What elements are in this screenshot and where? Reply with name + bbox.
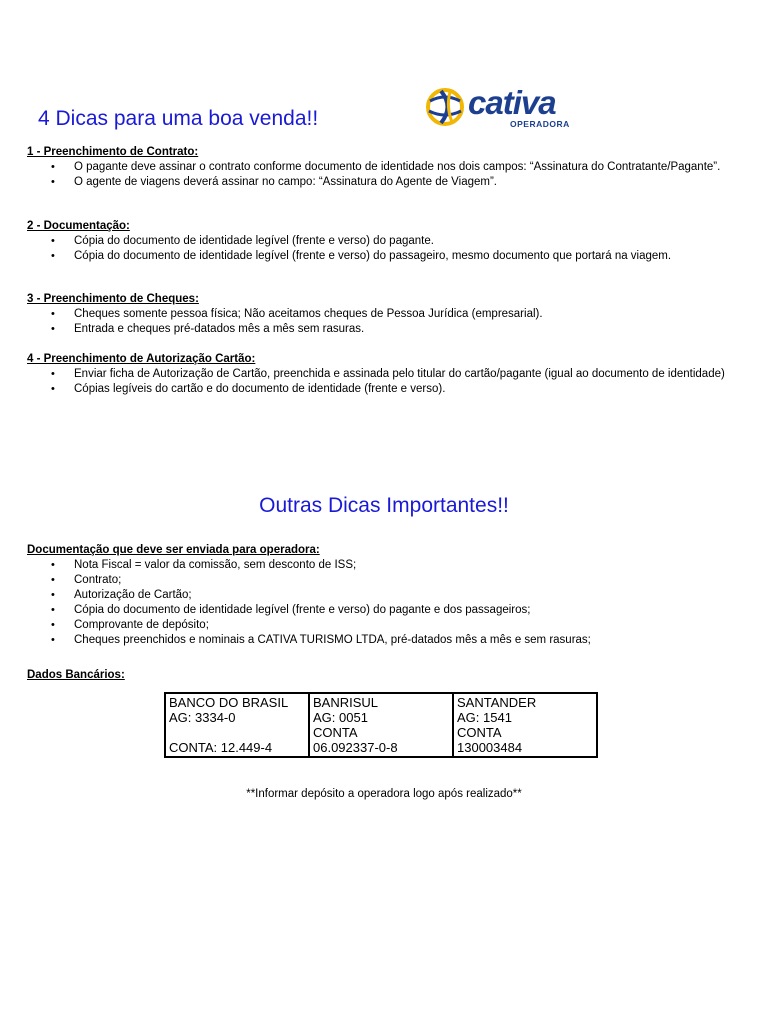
- tip-cheques: [27, 292, 747, 337]
- bank-cell-santander: [453, 693, 597, 757]
- bank-agency: AG: 0051: [313, 710, 368, 725]
- documents-heading: Documentação que deve ser enviada para operadora:: [27, 544, 320, 556]
- bank-agency: AG: 3334-0: [169, 710, 236, 725]
- other-tips-title: Outras Dicas Importantes!!: [259, 494, 509, 517]
- operator-documents: [27, 543, 747, 648]
- bank-account-label: CONTA: [313, 725, 358, 740]
- tip-card-authorization: [27, 352, 747, 397]
- logo-subtext: OPERADORA: [510, 119, 570, 129]
- list-item: • O pagante deve assinar o contrato conforme documento de identidade nos dois campos: “Assinatura do Contratante/Pagante”.: [27, 160, 747, 175]
- bank-table: [164, 692, 598, 758]
- tip-documentation: [27, 219, 747, 264]
- page-title: 4 Dicas para uma boa venda!!: [38, 107, 319, 130]
- deposit-footnote: **Informar depósito a operadora logo após realizado**: [246, 788, 522, 800]
- list-item: • O agente de viagens deverá assinar no campo: “Assinatura do Agente de Viagem”.: [27, 175, 747, 190]
- bank-cell-banrisul: [309, 693, 453, 757]
- bank-data-section: [27, 668, 747, 683]
- bank-account-label: CONTA: [457, 725, 502, 740]
- tip-heading: 2 - Documentação:: [27, 220, 130, 232]
- bank-heading: Dados Bancários:: [27, 669, 125, 681]
- list-item: • Contrato;: [27, 573, 747, 588]
- logo-wordmark: cativa: [468, 84, 556, 121]
- tip-heading: 1 - Preenchimento de Contrato:: [27, 146, 199, 158]
- cativa-logo: [424, 83, 584, 133]
- bank-name: BANRISUL: [313, 695, 379, 710]
- list-item: • Cópia do documento de identidade legível (frente e verso) do pagante.: [27, 234, 747, 249]
- list-item: • Enviar ficha de Autorização de Cartão, preenchida e assinada pelo titular do cartão/pagante (igual ao documento de identidade): [27, 367, 747, 382]
- tip-heading: 3 - Preenchimento de Cheques:: [27, 293, 199, 305]
- list-item: • Cópia do documento de identidade legível (frente e verso) do passageiro, mesmo documento que portará na viagem.: [27, 249, 747, 264]
- table-row: [165, 693, 597, 757]
- bank-account: 130003484: [457, 740, 523, 755]
- list-item: • Autorização de Cartão;: [27, 588, 747, 603]
- bank-account: 06.092337-0-8: [313, 740, 398, 755]
- tip-contract: [27, 145, 747, 190]
- list-item: • Cheques somente pessoa física; Não aceitamos cheques de Pessoa Jurídica (empresarial).: [27, 307, 747, 322]
- list-item: • Cópias legíveis do cartão e do documento de identidade (frente e verso).: [27, 382, 747, 397]
- tip-heading: 4 - Preenchimento de Autorização Cartão:: [27, 353, 256, 365]
- bank-cell-bb: [165, 693, 309, 757]
- list-item: • Nota Fiscal = valor da comissão, sem desconto de ISS;: [27, 558, 747, 573]
- bank-account-label: [169, 725, 305, 740]
- list-item: • Cópia do documento de identidade legível (frente e verso) do pagante e dos passageiros;: [27, 603, 747, 618]
- bank-agency: AG: 1541: [457, 710, 512, 725]
- list-item: • Entrada e cheques pré-datados mês a mês sem rasuras.: [27, 322, 747, 337]
- list-item: • Cheques preenchidos e nominais a CATIVA TURISMO LTDA, pré-datados mês a mês e sem rasuras;: [27, 633, 747, 648]
- bank-account: CONTA: 12.449-4: [169, 740, 273, 755]
- bank-name: SANTANDER: [457, 695, 537, 710]
- list-item: • Comprovante de depósito;: [27, 618, 747, 633]
- bank-name: BANCO DO BRASIL: [169, 695, 289, 710]
